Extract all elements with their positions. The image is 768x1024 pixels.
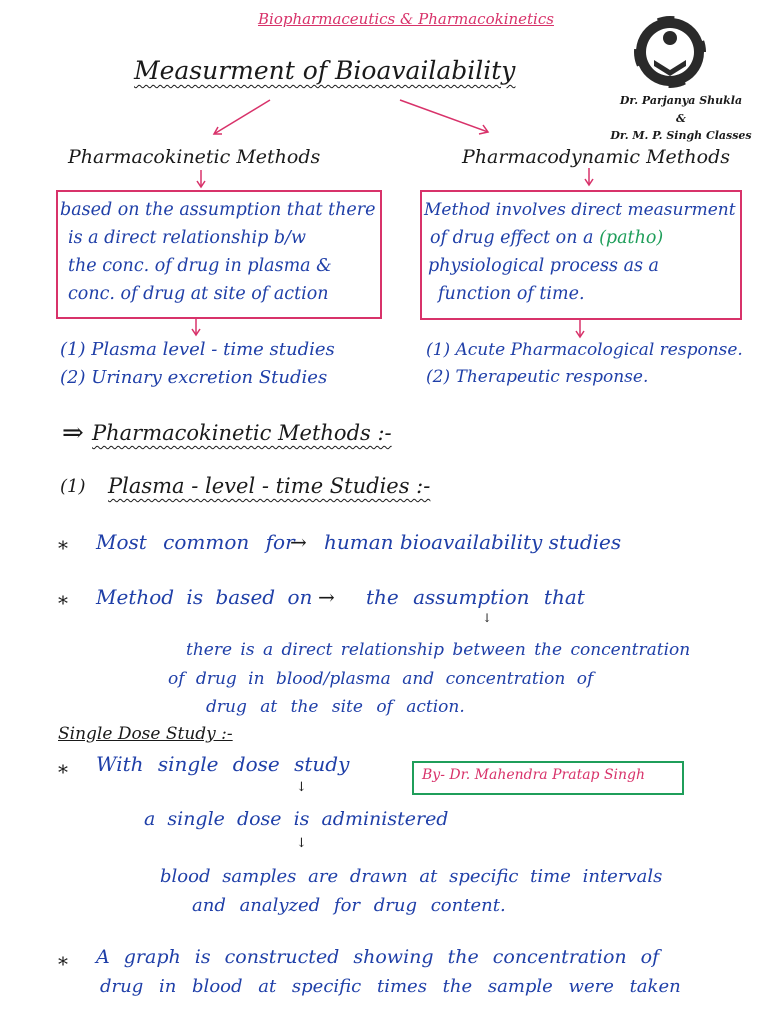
single-dose-title: Single Dose Study :- [58, 724, 233, 744]
left-box-line: is a direct relationship b/w [68, 228, 306, 248]
point2-arrow: → [318, 585, 335, 609]
single-dose-line: With single dose study [96, 752, 350, 776]
right-list-item: (1) Acute Pharmacological response. [426, 340, 743, 360]
credit-line-1: Dr. Parjanya Shukla [619, 94, 743, 107]
section-title: Pharmacokinetic Methods :- [92, 421, 392, 445]
subsection-title: Plasma - level - time Studies :- [108, 474, 431, 498]
point1-text-b: human bioavailability studies [324, 530, 622, 554]
left-branch-title: Pharmacokinetic Methods [68, 146, 321, 168]
graph-point-line: drug in blood at specific times the sample were taken [100, 976, 681, 997]
patho-label: (patho) [599, 228, 664, 248]
section-arrow: ⇒ [62, 418, 84, 448]
point2-text-b: the assumption that [366, 585, 585, 609]
left-box-line: based on the assumption that there [60, 200, 376, 220]
main-heading: Measurment of Bioavailability [134, 56, 516, 85]
point2-detail-line: drug at the site of action. [206, 697, 465, 717]
branch-arrows [0, 0, 768, 200]
subsection-number: (1) [60, 476, 86, 497]
graph-point-line: A graph is constructed showing the concentration of [96, 946, 660, 968]
bullet-star: * [58, 591, 68, 615]
single-dose-down-arrow: ↓ [296, 836, 307, 851]
bullet-star: * [58, 760, 68, 784]
credit-line-3: Dr. M. P. Singh Classes [610, 129, 752, 142]
right-branch-title: Pharmacodynamic Methods [462, 146, 731, 168]
page-header-title: Biopharmaceutics & Pharmacokinetics [258, 10, 554, 28]
single-dose-down-arrow: ↓ [296, 780, 307, 795]
left-list-item: (1) Plasma level - time studies [60, 339, 335, 360]
single-dose-line: blood samples are drawn at specific time intervals [160, 866, 663, 887]
left-box-line: conc. of drug at site of action [68, 284, 329, 304]
point2-detail-line: there is a direct relationship between the concentration [186, 640, 691, 660]
right-box-line [430, 228, 663, 248]
right-list-item: (2) Therapeutic response. [426, 367, 649, 387]
bullet-star: * [58, 952, 68, 976]
single-dose-line: a single dose is administered [144, 808, 449, 830]
point1-text: Most common for [96, 530, 295, 554]
bullet-star: * [58, 536, 68, 560]
single-dose-line: and analyzed for drug content. [192, 895, 506, 916]
right-box-line-text: of drug effect on a [430, 228, 594, 248]
right-box-line: Method involves direct measurment [424, 200, 736, 220]
right-box-line: physiological process as a [428, 256, 659, 276]
right-box-line: function of time. [438, 284, 585, 304]
author-badge: By- Dr. Mahendra Pratap Singh [412, 761, 684, 795]
left-box-line: the conc. of drug in plasma & [68, 256, 332, 276]
point2-detail-line: of drug in blood/plasma and concentration of [168, 669, 594, 689]
point2-down-arrow: ↓ [482, 611, 493, 625]
point2-text: Method is based on [96, 585, 313, 609]
credit-line-2: & [676, 112, 686, 125]
point1-arrow: → [290, 530, 307, 554]
left-list-item: (2) Urinary excretion Studies [60, 367, 328, 388]
